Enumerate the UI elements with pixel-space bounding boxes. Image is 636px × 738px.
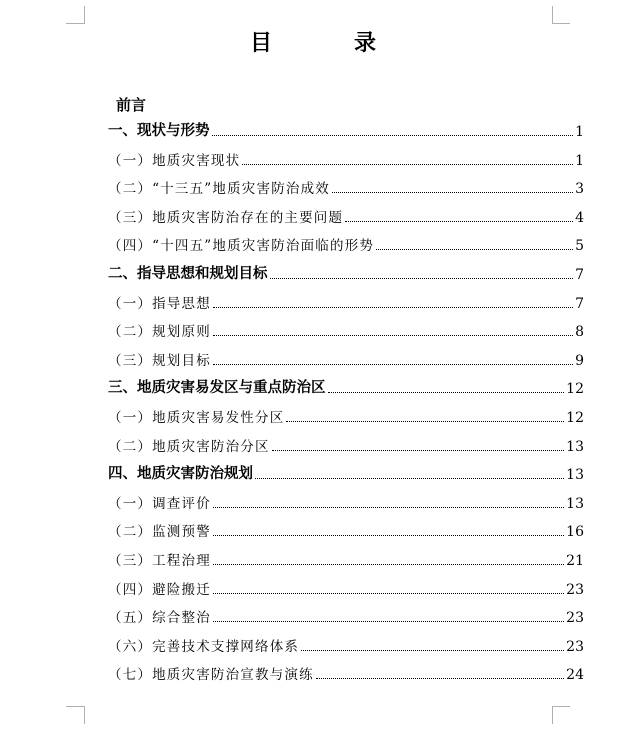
- toc-section-entry[interactable]: [108, 661, 584, 683]
- toc-page-number: 3: [575, 181, 584, 198]
- toc-section-entry[interactable]: [108, 404, 584, 426]
- toc-dot-leader: [272, 450, 564, 451]
- toc-section-entry[interactable]: [108, 518, 584, 540]
- toc-section-entry[interactable]: [108, 175, 584, 197]
- toc-section-entry[interactable]: [108, 204, 584, 226]
- toc-dot-leader: [328, 392, 565, 393]
- toc-dot-leader: [213, 335, 573, 336]
- crop-mark-top-left-h: [66, 23, 84, 24]
- toc-page-number: 5: [575, 238, 584, 255]
- toc-dot-leader: [345, 221, 573, 222]
- toc-dot-leader: [213, 593, 564, 594]
- toc-section-entry[interactable]: [108, 232, 584, 254]
- toc-entry-label: （一）地质灾害现状: [108, 152, 241, 169]
- toc-dot-leader: [270, 278, 574, 279]
- crop-mark-bottom-left: [84, 706, 85, 724]
- toc-section-entry[interactable]: [108, 290, 584, 312]
- toc-page-number: 23: [566, 610, 584, 627]
- toc-dot-leader: [213, 364, 573, 365]
- toc-section-entry[interactable]: [108, 604, 584, 626]
- toc-page-number: 24: [566, 667, 584, 684]
- toc-preface: 前言: [116, 96, 147, 114]
- toc-dot-leader: [213, 507, 564, 508]
- toc-page-number: 12: [566, 410, 584, 426]
- toc-dot-leader: [213, 621, 564, 622]
- toc-section-entry[interactable]: [108, 547, 584, 569]
- toc-section-entry[interactable]: [108, 347, 584, 369]
- toc-chapter-entry[interactable]: [108, 375, 584, 397]
- toc-entry-label: 一、现状与形势: [108, 123, 210, 139]
- toc-entry-label: （二）地质灾害防治分区: [108, 438, 270, 455]
- toc-entry-label: 二、指导思想和规划目标: [108, 266, 268, 282]
- toc-page-number: 13: [566, 438, 584, 455]
- toc-page-number: 21: [566, 553, 584, 569]
- toc-page-number: 4: [575, 209, 584, 226]
- toc-page-number: 7: [575, 295, 584, 312]
- toc-entry-label: （三）工程治理: [108, 553, 211, 569]
- toc-entry-label: （三）地质灾害防治存在的主要问题: [108, 209, 344, 226]
- toc-page-number: 8: [575, 324, 584, 341]
- toc-dot-leader: [242, 164, 573, 165]
- toc-section-entry[interactable]: [108, 147, 584, 169]
- toc-chapter-entry[interactable]: [108, 261, 584, 283]
- toc-section-entry[interactable]: [108, 318, 584, 340]
- toc-entry-label: （一）指导思想: [108, 295, 211, 312]
- toc-entry-label: （二）规划原则: [108, 324, 211, 341]
- toc-page-number: 7: [575, 267, 584, 283]
- toc-entry-label: （四）“十四五”地质灾害防治面临的形势: [108, 238, 375, 255]
- crop-mark-bottom-left-h: [66, 706, 84, 707]
- toc-page-number: 1: [575, 152, 584, 169]
- toc-dot-leader: [213, 307, 573, 308]
- toc-page-number: 9: [575, 352, 584, 369]
- toc-page-number: 23: [566, 581, 584, 598]
- toc-section-entry[interactable]: [108, 433, 584, 455]
- toc-chapter-entry[interactable]: [108, 461, 584, 483]
- toc-dot-leader: [286, 421, 564, 422]
- toc-entry-label: （六）完善技术支撑网络体系: [108, 638, 300, 655]
- crop-mark-top-right-h: [552, 23, 570, 24]
- toc-dot-leader: [301, 650, 564, 651]
- toc-page-number: 1: [575, 124, 584, 140]
- crop-mark-bottom-right-h: [552, 706, 570, 707]
- toc-entry-label: （三）规划目标: [108, 352, 211, 369]
- toc-entry-label: （一）地质灾害易发性分区: [108, 410, 285, 426]
- toc-dot-leader: [255, 478, 564, 479]
- toc-entry-label: 三、地质灾害易发区与重点防治区: [108, 380, 326, 397]
- toc-dot-leader: [213, 564, 564, 565]
- toc-page-number: 23: [566, 638, 584, 655]
- toc-page-number: 16: [566, 524, 584, 541]
- crop-mark-bottom-right: [552, 706, 553, 724]
- toc-entry-label: （七）地质灾害防治宣教与演练: [108, 667, 314, 684]
- toc-section-entry[interactable]: [108, 490, 584, 512]
- toc-entry-label: （一）调查评价: [108, 495, 211, 512]
- toc-chapter-entry[interactable]: [108, 118, 584, 140]
- toc-section-entry[interactable]: [108, 633, 584, 655]
- toc-page-number: 13: [566, 467, 584, 484]
- toc-page-number: 13: [566, 495, 584, 512]
- toc-entry-label: （五）综合整治: [108, 610, 211, 627]
- toc-dot-leader: [316, 678, 564, 679]
- toc-entry-label: 四、地质灾害防治规划: [108, 466, 253, 483]
- toc-dot-leader: [212, 135, 574, 136]
- toc-dot-leader: [213, 535, 564, 536]
- toc-dot-leader: [376, 249, 573, 250]
- toc-page-number: 12: [566, 381, 584, 398]
- toc-dot-leader: [332, 192, 573, 193]
- toc-title: 目 录: [249, 30, 406, 56]
- toc-section-entry[interactable]: [108, 576, 584, 598]
- toc-entry-label: （二）“十三五”地质灾害防治成效: [108, 181, 331, 198]
- crop-mark-top-left: [84, 6, 85, 24]
- crop-mark-top-right: [552, 6, 553, 24]
- toc-entry-label: （二）监测预警: [108, 524, 211, 541]
- toc-entry-label: （四）避险搬迁: [108, 581, 211, 598]
